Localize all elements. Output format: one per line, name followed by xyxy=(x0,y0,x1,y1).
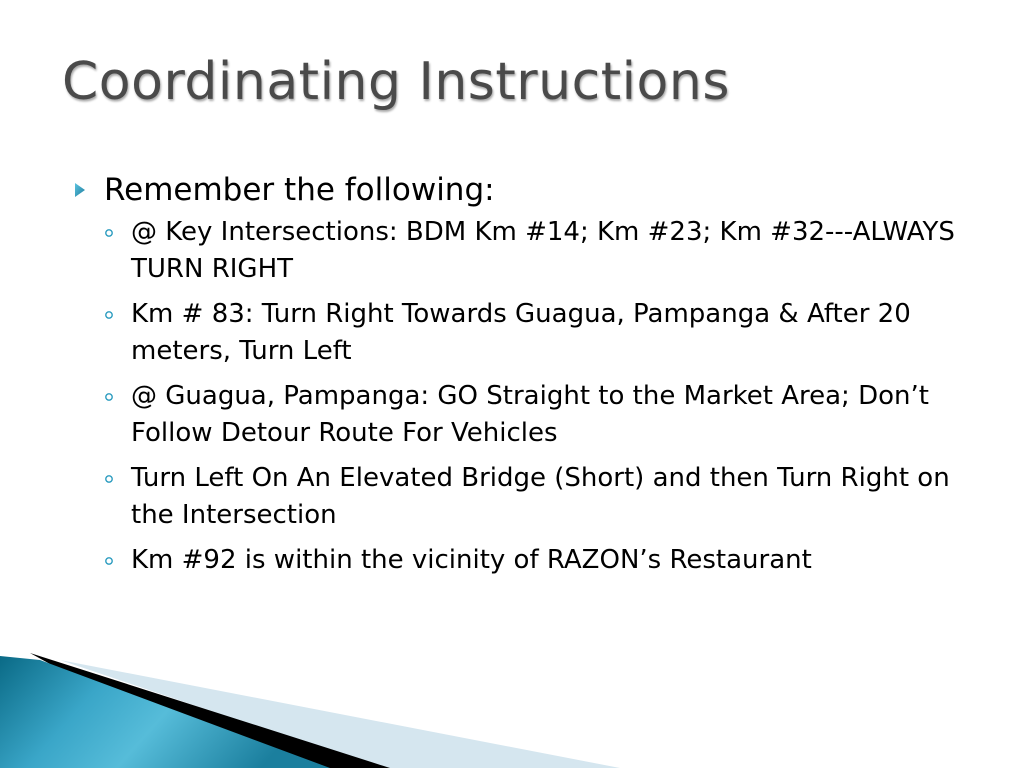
sub-bullet-text: Km # 83: Turn Right Towards Guagua, Pampanga & After 20 meters, Turn Left xyxy=(131,299,911,366)
sub-bullet-list xyxy=(74,214,974,579)
main-bullet-text: Remember the following: xyxy=(104,172,495,208)
open-circle-icon xyxy=(104,214,131,251)
sub-bullet-text: @ Guagua, Pampanga: GO Straight to the Market Area; Don’t Follow Detour Route For Vehicles xyxy=(131,381,929,448)
decorative-wave-graphic xyxy=(0,638,1024,768)
sub-bullet-item xyxy=(104,296,974,370)
sub-bullet-text: Km #92 is within the vicinity of RAZON’s Restaurant xyxy=(131,545,812,575)
open-circle-icon xyxy=(104,296,131,333)
open-circle-icon xyxy=(104,460,131,497)
open-circle-icon xyxy=(104,378,131,415)
sub-bullet-item xyxy=(104,378,974,452)
triangle-right-icon xyxy=(74,168,104,212)
slide-body xyxy=(74,168,974,587)
sub-bullet-text: @ Key Intersections: BDM Km #14; Km #23; Km #32---ALWAYS TURN RIGHT xyxy=(131,217,955,284)
sub-bullet-text: Turn Left On An Elevated Bridge (Short) and then Turn Right on the Intersection xyxy=(131,463,950,530)
sub-bullet-item xyxy=(104,214,974,288)
sub-bullet-item xyxy=(104,542,974,579)
slide-title: Coordinating Instructions xyxy=(62,52,730,112)
sub-bullet-item xyxy=(104,460,974,534)
open-circle-icon xyxy=(104,542,131,579)
main-bullet xyxy=(74,168,974,212)
